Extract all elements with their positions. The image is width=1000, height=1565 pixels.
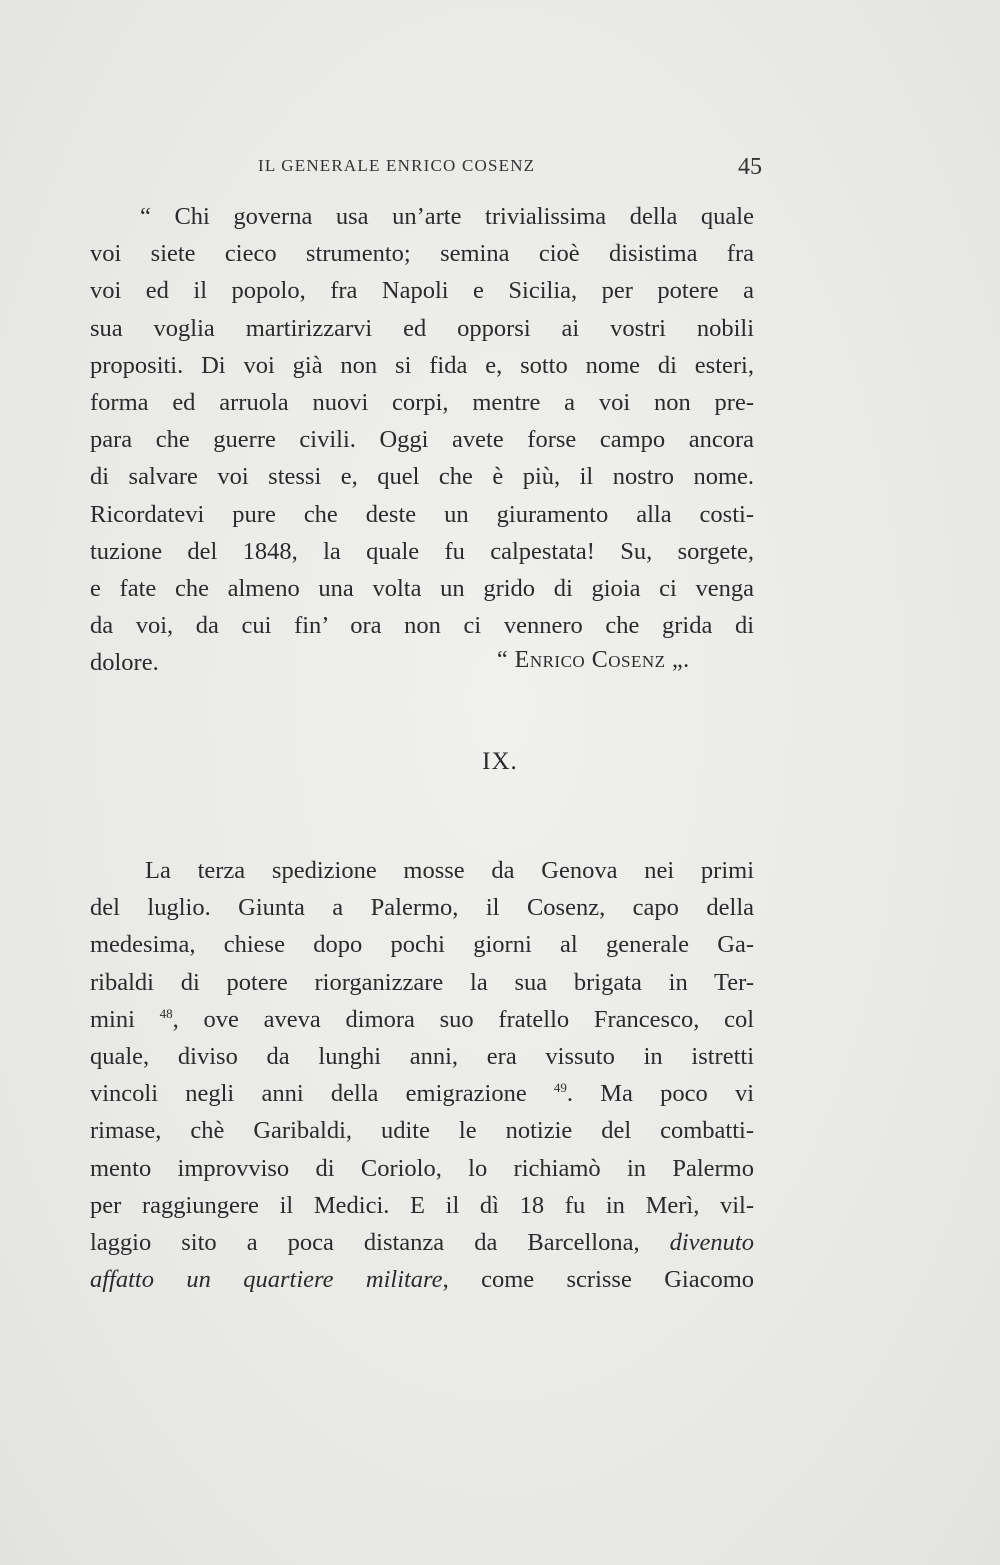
footnote-marker: 48 (159, 1005, 173, 1021)
quote-line: para che guerre civili. Oggi avete forse campo ancora (90, 426, 754, 454)
body-line (90, 1038, 754, 1075)
body-text: laggio sito a poca distanza da Barcellona, (90, 1228, 670, 1256)
quote-line: sua voglia martirizzarvi ed opporsi ai vostri nobili (90, 314, 754, 342)
body-text: . Ma poco vi (566, 1080, 754, 1108)
quote-line: di salvare voi stessi e, quel che è più, il nostro nome. (90, 463, 754, 491)
quote-line: tuzione del 1848, la quale fu calpestata! Su, sorgete, (90, 537, 754, 565)
body-text: medesima, chiese dopo pochi giorni al generale Ga- (90, 931, 754, 959)
body-text: ribaldi di potere riorganizzare la sua brigata in Ter- (90, 968, 754, 996)
footnote-marker: 49 (553, 1079, 567, 1095)
body-line (90, 1001, 754, 1038)
quote-signature: “ Enrico Cosenz „. (497, 647, 690, 673)
body-line (90, 1187, 754, 1224)
body-text: La terza spedizione mosse da Genova nei primi (145, 857, 754, 884)
quote-line: voi siete cieco strumento; semina cioè disistima fra (90, 240, 754, 268)
quote-line: voi ed il popolo, fra Napoli e Sicilia, per potere a (90, 277, 754, 305)
body-text: del luglio. Giunta a Palermo, il Cosenz, capo della (90, 894, 754, 922)
body-text: rimase, chè Garibaldi, udite le notizie del combatti- (90, 1117, 754, 1145)
body-line (90, 852, 754, 889)
running-head-title: IL GENERALE ENRICO COSENZ (258, 156, 536, 175)
body-line (90, 1112, 754, 1149)
quoted-proclamation (90, 198, 754, 681)
body-text: per raggiungere il Medici. E il dì 18 fu in Merì, vil- (90, 1191, 754, 1219)
body-text: , come scrisse Giacomo (442, 1266, 754, 1294)
section-heading: IX. (482, 748, 518, 775)
body-text: mini (90, 1005, 160, 1033)
body-text: mento improvviso di Coriolo, lo richiamò in Palermo (90, 1154, 754, 1182)
body-line (90, 1150, 754, 1187)
italic-phrase: divenuto (669, 1228, 754, 1256)
body-line (90, 964, 754, 1001)
body-text: quale, diviso da lunghi anni, era vissuto in istretti (90, 1042, 754, 1070)
body-line (90, 889, 754, 926)
quote-line: “ Chi governa usa un’arte trivialissima della quale (140, 203, 754, 230)
quote-line: e fate che almeno una volta un grido di gioia ci venga (90, 574, 754, 602)
body-line (90, 926, 754, 963)
body-text: vincoli negli anni della emigrazione (90, 1080, 554, 1108)
quote-line: dolore. (90, 649, 159, 677)
quote-line: Ricordatevi pure che deste un giuramento alla costi- (90, 500, 754, 528)
body-text: , ove aveva dimora suo fratello Francesco, col (172, 1005, 755, 1033)
body-line (90, 1224, 754, 1261)
body-line (90, 1075, 754, 1112)
quote-line: da voi, da cui fin’ ora non ci vennero che grida di (90, 612, 754, 640)
body-paragraph (90, 852, 754, 1298)
body-line (90, 1261, 754, 1298)
page-number: 45 (738, 154, 762, 180)
quote-line: forma ed arruola nuovi corpi, mentre a voi non pre- (90, 388, 754, 416)
running-head (90, 156, 762, 188)
italic-phrase: affatto un quartiere militare (90, 1266, 443, 1294)
quote-line: propositi. Di voi già non si fida e, sotto nome di esteri, (90, 351, 754, 379)
